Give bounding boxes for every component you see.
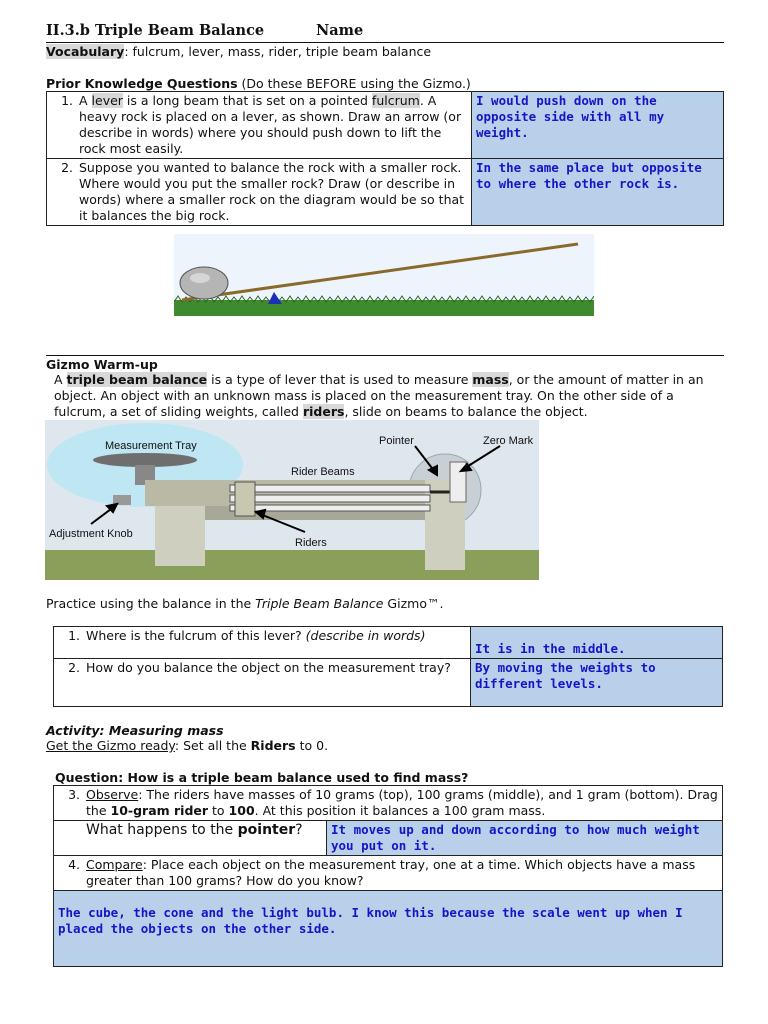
activity-heading: Activity: Measuring mass [46,723,224,738]
warmup-table [53,626,723,707]
activity-q4: 4. Compare: Place each object on the measurement tray, one at a time. Which objects have a mass greater than 100 grams? How do you know? [54,856,723,891]
lever-rock-diagram [174,234,594,316]
warmup-q2-answer[interactable]: By moving the weights to different levels. [471,659,723,707]
activity-q3: 3. Observe: The riders have masses of 10 grams (top), 100 grams (middle), and 1 gram (bottom). Drag the 10-gram rider to 100. At this position it balances a 100 gram mass. [54,786,723,821]
name-label: Name [316,22,364,39]
prior-q1: 1. A lever is a long beam that is set on a pointed fulcrum. A heavy rock is placed on a lever, as shown. Draw an arrow (or describe in words) where you should push down to lift the rock most easily. [47,92,472,159]
warmup-q2: 2. How do you balance the object on the measurement tray? [54,659,471,707]
warmup-heading: Gizmo Warm-up [46,357,158,372]
header-rule [46,42,724,43]
prior-q1-answer[interactable]: I would push down on the opposite side with all my weight. [472,92,724,159]
prior-knowledge-table [46,91,724,226]
rider-icon [235,482,255,516]
measurement-tray-shape [93,453,197,467]
warmup-q1-answer[interactable]: It is in the middle. [471,627,723,659]
activity-question: Question: How is a triple beam balance used to find mass? [55,770,469,785]
activity-q3-pointer-prompt: What happens to the pointer? [54,821,327,856]
label-zero-mark: Zero Mark [483,435,534,447]
label-adjustment-knob: Adjustment Knob [49,528,133,540]
gizmo-ready-line: Get the Gizmo ready: Set all the Riders to 0. [46,738,329,753]
prior-q2: 2. Suppose you wanted to balance the rock with a smaller rock. Where would you put the smaller rock? Draw (or describe in words) where a smaller rock on the diagram would be so that it balances the big rock. [47,159,472,226]
rock-icon [180,267,228,299]
label-riders: Riders [295,537,327,549]
activity-q3-answer[interactable]: It moves up and down according to how much weight you put on it. [327,821,723,856]
triple-beam-balance-diagram [45,420,539,580]
warmup-paragraph: A triple beam balance is a type of lever that is used to measure mass, or the amount of matter in an object. An object with an unknown mass is placed on the measurement tray. On the other side of a fulcrum, a set of sliding weights, called riders, slide on beams to balance the object. [54,372,704,419]
label-measurement-tray: Measurement Tray [105,440,197,452]
vocabulary-label: Vocabulary [46,44,125,59]
activity-q4-answer[interactable]: The cube, the cone and the light bulb. I know this because the scale went up when I placed the objects on the other side. [54,891,723,967]
prior-q2-answer[interactable]: In the same place but opposite to where the other rock is. [472,159,724,226]
warmup-rule [46,355,724,356]
label-pointer: Pointer [379,435,414,447]
vocabulary-line [46,44,431,59]
activity-table [53,785,723,967]
label-rider-beams: Rider Beams [291,466,355,478]
page-title: II.3.b Triple Beam Balance [46,22,265,39]
vocabulary-terms: : fulcrum, lever, mass, rider, triple beam balance [124,44,432,59]
warmup-q1: 1. Where is the fulcrum of this lever? (describe in words) [54,627,471,659]
prior-knowledge-heading: Prior Knowledge Questions (Do these BEFORE using the Gizmo.) [46,76,471,91]
practice-line: Practice using the balance in the Triple Beam Balance Gizmo™. [46,596,444,611]
